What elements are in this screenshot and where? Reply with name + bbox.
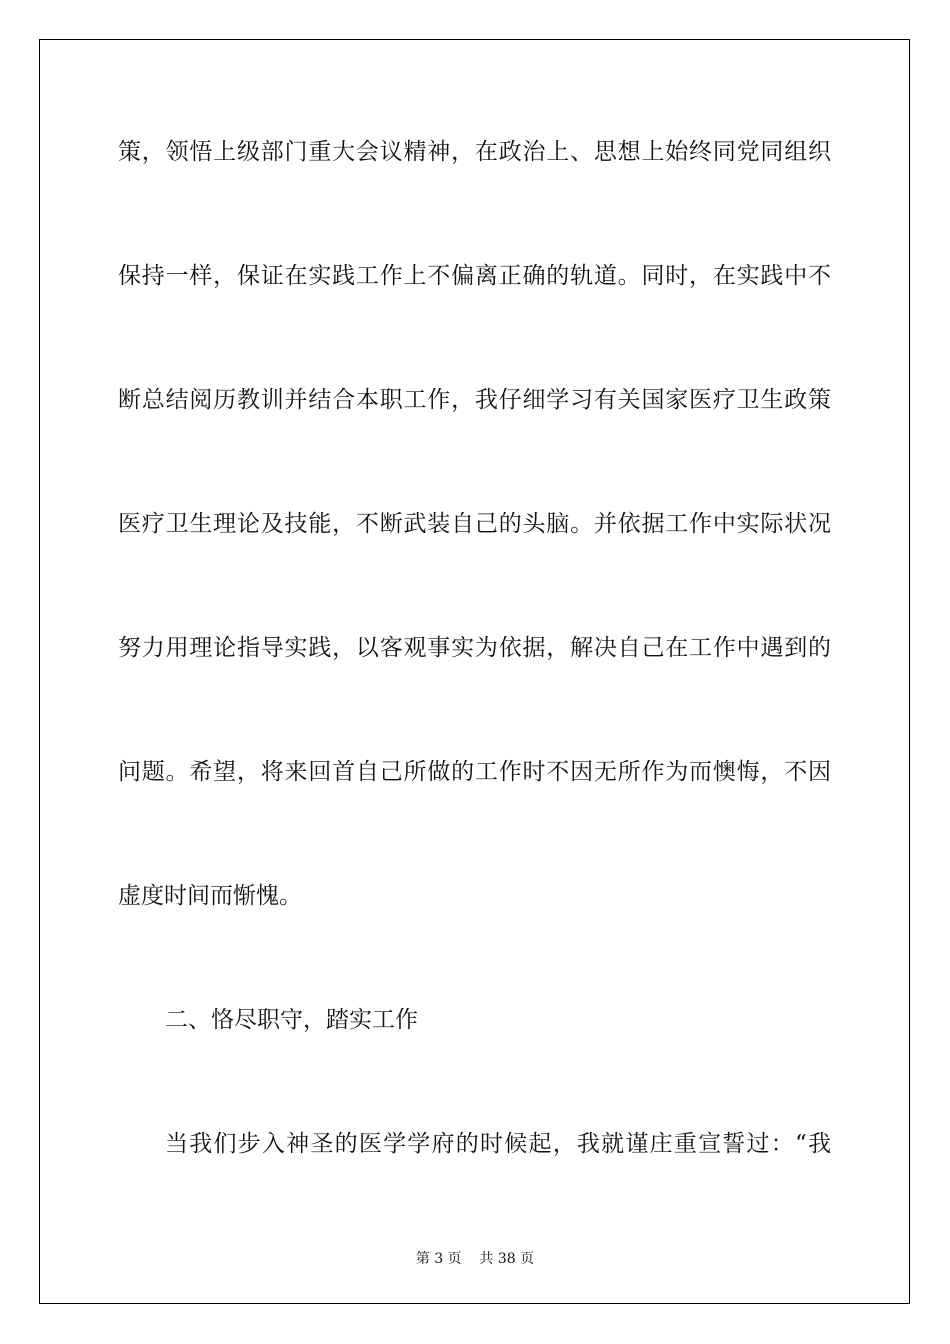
body-line-1: 策，领悟上级部门重大会议精神，在政治上、思想上始终同党同组织 xyxy=(118,139,831,165)
body-line-7: 虚度时间而惭愧。 xyxy=(118,883,302,909)
section-heading: 二、恪尽职守，踏实工作 xyxy=(165,1007,418,1033)
body-line-3: 断总结阅历教训并结合本职工作，我仔细学习有关国家医疗卫生政策 xyxy=(118,387,831,413)
page-number-footer: 第 3 页 共 38 页 xyxy=(415,1251,535,1267)
body-line-5: 努力用理论指导实践，以客观事实为依据，解决自己在工作中遇到的 xyxy=(118,635,831,661)
body-line-6: 问题。希望，将来回首自己所做的工作时不因无所作为而懊悔，不因 xyxy=(118,759,831,785)
paragraph-start-line: 当我们步入神圣的医学学府的时候起，我就谨庄重宣誓过：“我 xyxy=(165,1131,831,1157)
body-line-4: 医疗卫生理论及技能，不断武装自己的头脑。并依据工作中实际状况 xyxy=(118,511,831,537)
page-border xyxy=(39,39,910,1304)
body-line-2: 保持一样，保证在实践工作上不偏离正确的轨道。同时，在实践中不 xyxy=(118,263,831,289)
